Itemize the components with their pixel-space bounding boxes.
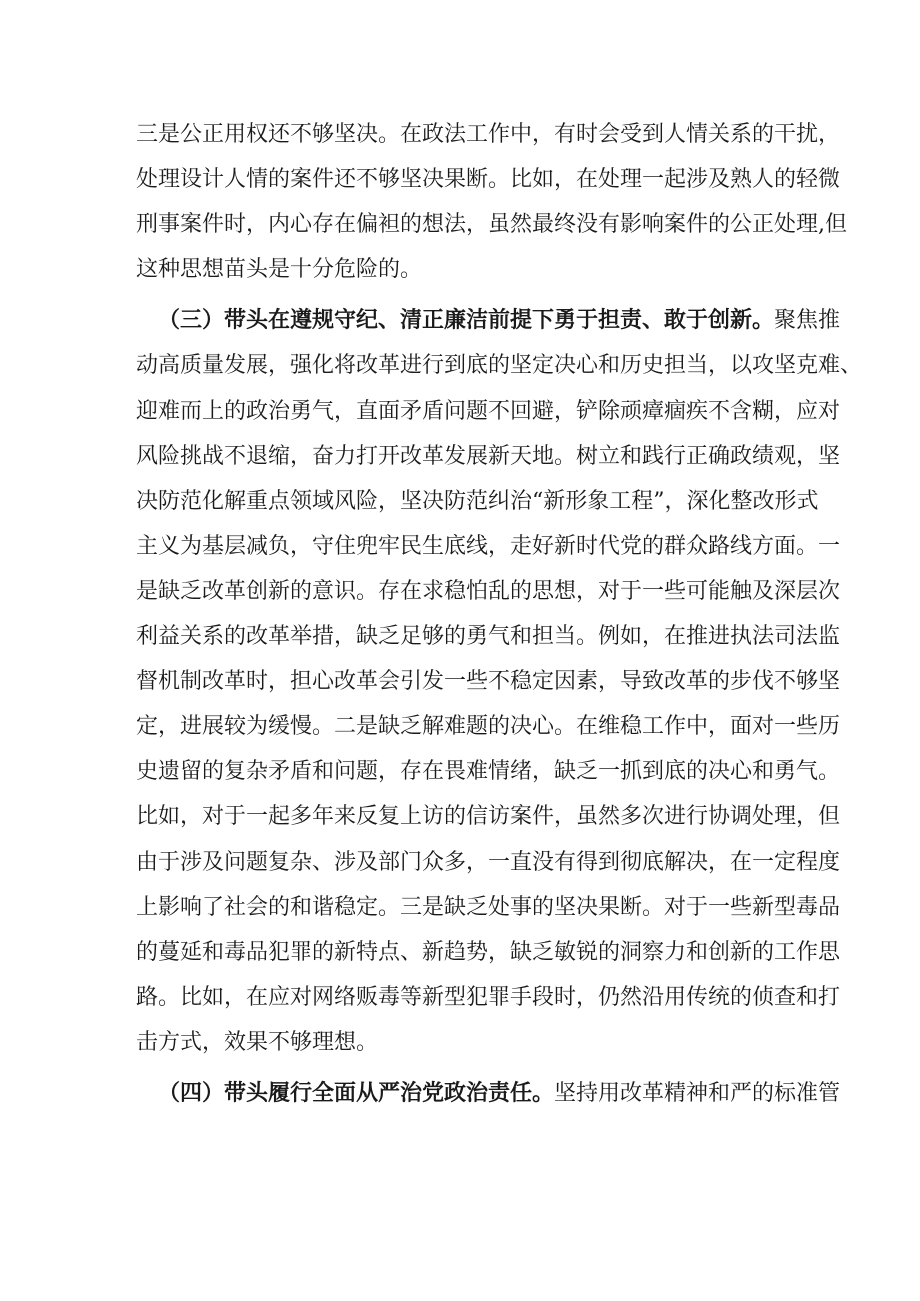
text-line: 动高质量发展，强化将改革进行到底的坚定决心和历史担当，以攻坚克难、 [136, 353, 863, 379]
paragraph-1 [136, 112, 847, 292]
text-line: 路。比如，在应对网络贩毒等新型犯罪手段时，仍然沿用传统的侦查和打 [136, 984, 841, 1010]
paragraph-2 [136, 298, 863, 1065]
text-line: 主义为基层减负，守住兜牢民生底线，走好新时代党的群众路线方面。一 [136, 533, 841, 559]
section-heading-3: （三）带头在遵规守纪、清正廉洁前提下勇于担责、敢于创新。 [158, 307, 775, 334]
text-line: 是缺乏改革创新的意识。存在求稳怕乱的思想，对于一些可能触及深层次 [136, 578, 841, 604]
text-line: 的蔓延和毒品犯罪的新特点、新趋势，缺乏敏锐的洞察力和创新的工作思 [136, 939, 841, 965]
text-line: 风险挑战不退缩，奋力打开改革发展新天地。树立和践行正确政绩观，坚 [136, 443, 841, 469]
section-heading-4: （四）带头履行全面从严治党政治责任。 [158, 1079, 555, 1106]
paragraph-2-first-line [136, 298, 841, 343]
text-run: 聚焦推 [774, 308, 841, 334]
text-line: 利益关系的改革举措，缺乏足够的勇气和担当。例如，在推进执法司法监 [136, 624, 841, 650]
text-line: 督机制改革时，担心改革会引发一些不稳定因素，导致改革的步伐不够坚 [136, 669, 841, 695]
text-line: 由于涉及问题复杂、涉及部门众多，一直没有得到彻底解决，在一定程度 [136, 849, 841, 875]
text-line: 史遗留的复杂矛盾和问题，存在畏难情绪，缺乏一抓到底的决心和勇气。 [136, 759, 841, 785]
text-line: 处理设计人情的案件还不够坚决果断。比如，在处理一起涉及熟人的轻微 [136, 167, 841, 193]
text-line: 决防范化解重点领域风险，坚决防范纠治“新形象工程”，深化整改形式 [136, 488, 819, 514]
text-run: 坚持用改革精神和严的标准管 [554, 1080, 841, 1106]
text-line: 这种思想苗头是十分危险的。 [136, 257, 423, 283]
paragraph-3 [136, 1071, 841, 1116]
text-line: 定，进展较为缓慢。二是缺乏解难题的决心。在维稳工作中，面对一些历 [136, 714, 841, 740]
text-line: 上影响了社会的和谐稳定。三是缺乏处事的坚决果断。对于一些新型毒品 [136, 894, 841, 920]
paragraph-3-first-line [136, 1071, 841, 1116]
document-body [136, 112, 863, 1116]
text-line: 迎难而上的政治勇气，直面矛盾问题不回避，铲除顽瘴痼疾不含糊，应对 [136, 398, 841, 424]
text-line: 击方式，效果不够理想。 [136, 1029, 379, 1055]
text-line: 三是公正用权还不够坚决。在政法工作中，有时会受到人情关系的干扰， [136, 122, 841, 147]
text-line: 比如，对于一起多年来反复上访的信访案件，虽然多次进行协调处理，但 [136, 804, 841, 830]
text-line: 刑事案件时，内心存在偏袒的想法，虽然最终没有影响案件的公正处理,但 [136, 212, 847, 238]
